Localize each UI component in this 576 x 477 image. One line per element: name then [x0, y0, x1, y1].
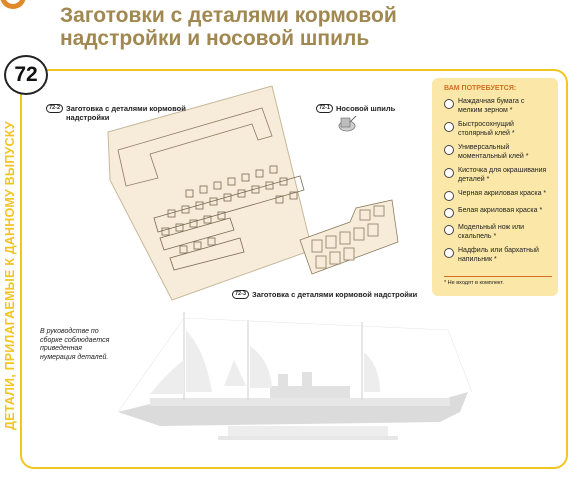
part-name-72-2: Заготовка с деталями кормовой надстройки [66, 104, 186, 122]
materials-item-text: Надфиль или бархатный напильник * [458, 247, 539, 263]
checkbox-circle-icon [444, 122, 454, 132]
materials-item-text: Кисточка для окрашивания деталей * [458, 167, 547, 183]
part-72-1-spire [339, 116, 356, 131]
issue-number-badge: 72 [4, 55, 48, 95]
checkbox-circle-icon [444, 99, 454, 109]
materials-item [444, 247, 558, 264]
ship-model-image [118, 312, 472, 440]
materials-item [444, 207, 558, 218]
part-code-72-1: 72-1 [316, 104, 333, 113]
materials-item-text: Наждачная бумага с мелким зерном * [458, 98, 525, 114]
materials-item-text: Черная акриловая краска * [458, 190, 547, 197]
materials-item [444, 121, 558, 138]
assembly-guide-note: В руководстве по сборке соблюдается приведенная нумерация деталей. [40, 328, 110, 361]
part-label-72-1 [316, 104, 395, 113]
checkbox-circle-icon [444, 225, 454, 235]
part-code-72-3: 72-3 [232, 290, 249, 299]
materials-item [444, 190, 558, 201]
checkbox-circle-icon [444, 191, 454, 201]
checkbox-circle-icon [444, 145, 454, 155]
part-name-72-1: Носовой шпиль [336, 104, 396, 113]
materials-item [444, 167, 558, 184]
required-materials-list [432, 98, 558, 264]
checkbox-circle-icon [444, 208, 454, 218]
materials-item-text: Белая акриловая краска * [458, 207, 543, 214]
materials-item [444, 144, 558, 161]
materials-item-text: Быстросохнущий столярный клей * [458, 121, 515, 137]
part-name-72-3: Заготовка с деталями кормовой надстройки [252, 290, 418, 299]
materials-footnote: * Не входят в комплект. [444, 280, 504, 286]
required-materials-heading: ВАМ ПОТРЕБУЕТСЯ: [444, 85, 517, 92]
divider [444, 276, 552, 277]
side-caption: ДЕТАЛИ, ПРИЛАГАЕМЫЕ К ДАННОМУ ВЫПУСКУ [3, 121, 17, 430]
checkbox-circle-icon [444, 168, 454, 178]
materials-item-text: Модельный нож или скальпель * [458, 224, 525, 240]
checkbox-circle-icon [444, 248, 454, 258]
materials-item [444, 224, 558, 241]
materials-item-text: Универсальный моментальный клей * [458, 144, 529, 160]
title-line-2: надстройки и носовой шпиль [60, 27, 370, 50]
part-code-72-2: 72-2 [46, 104, 63, 113]
required-materials-box [432, 78, 558, 296]
materials-item [444, 98, 558, 115]
part-72-3-sheet [300, 200, 398, 274]
title-line-1: Заготовки с деталями кормовой [60, 4, 397, 27]
part-label-72-3 [232, 290, 417, 299]
part-label-72-2 [46, 104, 196, 122]
